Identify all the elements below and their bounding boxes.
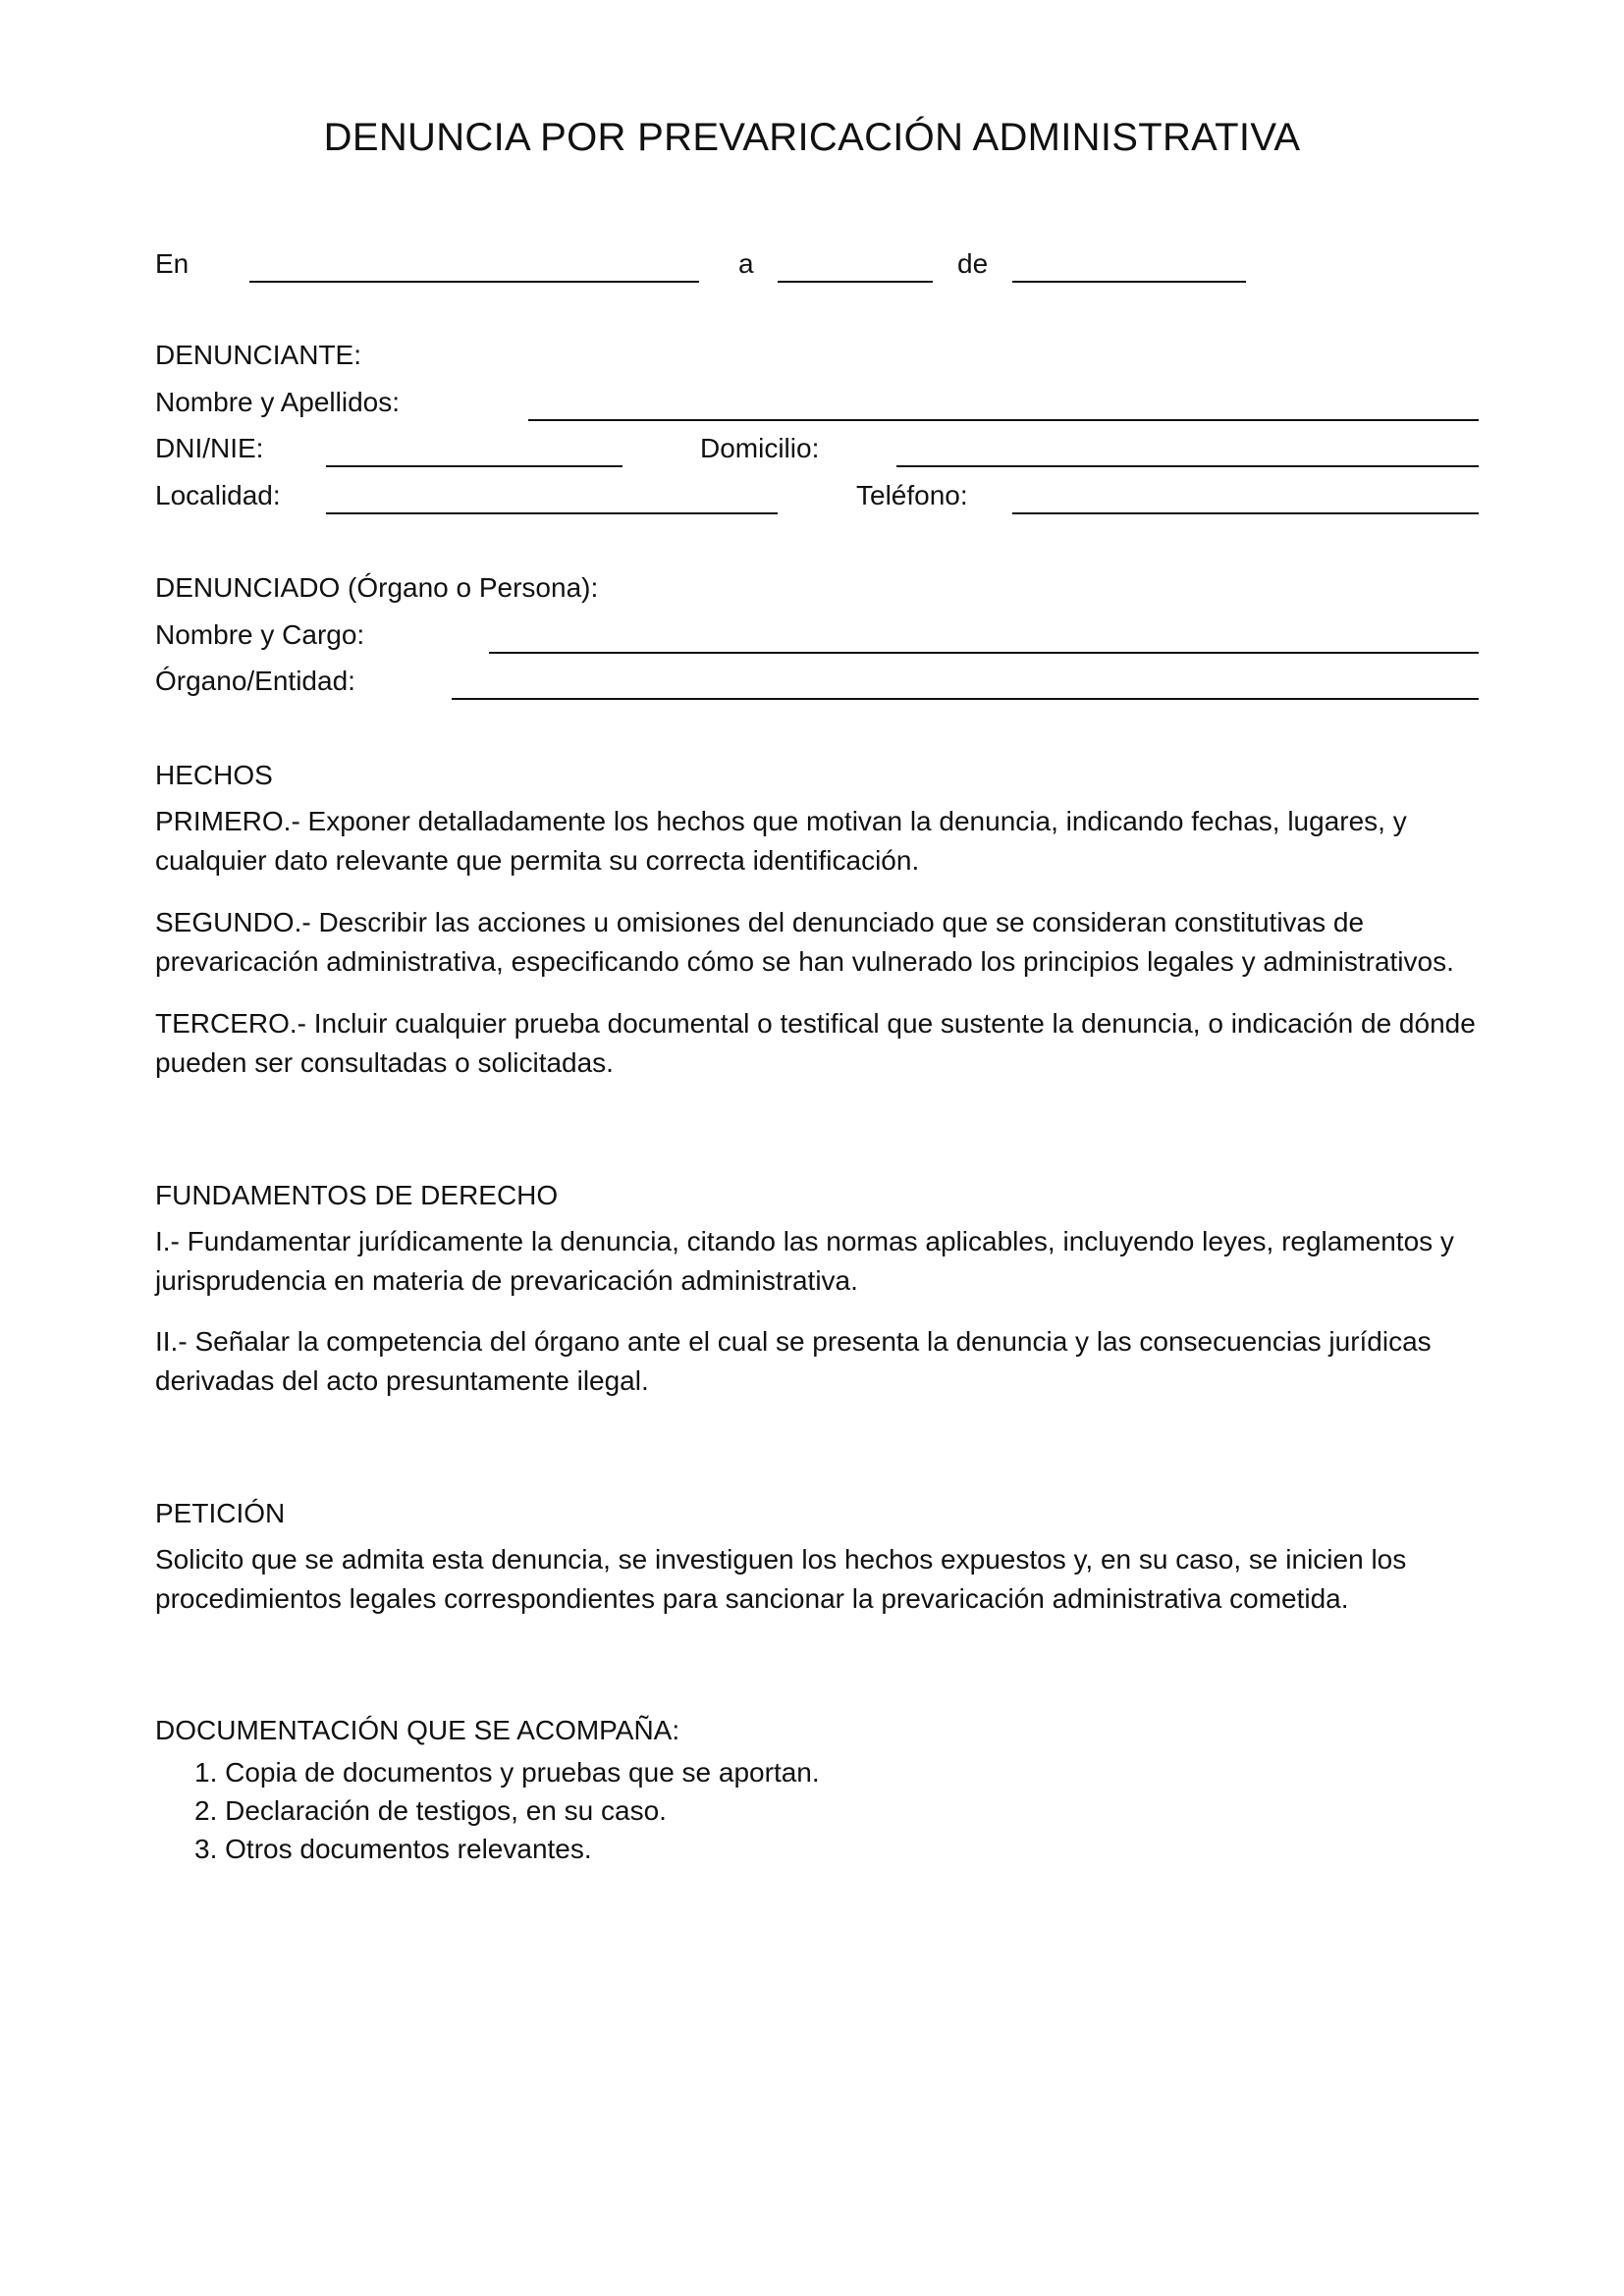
hechos-segundo: SEGUNDO.- Describir las acciones u omisiones del denunciado que se consideran constitutivas de prevaricación administrativa, especificando cómo se han vulnerado los principios legales y administrativos. — [155, 907, 1454, 977]
fundamentos-heading: FUNDAMENTOS DE DERECHO — [155, 1180, 559, 1210]
hechos-primero: PRIMERO.- Exponer detalladamente los hechos que motivan la denuncia, indicando fechas, lugares, y cualquier dato relevante que permita su correcta identificación. — [155, 806, 1407, 876]
dni-field[interactable] — [326, 465, 623, 467]
telefono-label: Teléfono: — [856, 480, 968, 510]
peticion-text: Solicito que se admita esta denuncia, se investiguen los hechos expuestos y, en su caso, se inicien los procedimientos legales correspondientes para sancionar la prevaricación administrativa cometida. — [155, 1544, 1407, 1614]
list-item: 2. Declaración de testigos, en su caso. — [194, 1795, 667, 1826]
de-label: de — [957, 248, 989, 279]
localidad-label: Localidad: — [155, 480, 281, 510]
domicilio-label: Domicilio: — [700, 433, 820, 463]
place-blank-field[interactable] — [249, 281, 699, 283]
nombre-cargo-field[interactable] — [489, 652, 1479, 654]
list-item: 3. Otros documentos relevantes. — [194, 1834, 592, 1864]
hechos-heading: HECHOS — [155, 760, 273, 790]
organo-entidad-label: Órgano/Entidad: — [155, 666, 355, 696]
a-label: a — [738, 248, 754, 279]
list-item: 1. Copia de documentos y pruebas que se aportan. — [194, 1757, 820, 1788]
month-blank-field[interactable] — [1012, 281, 1246, 283]
telefono-field[interactable] — [1012, 512, 1479, 514]
organo-entidad-field[interactable] — [452, 698, 1479, 700]
fundamento-i: I.- Fundamentar jurídicamente la denuncia, citando las normas aplicables, incluyendo leyes, reglamentos y jurisprudencia en materia de prevaricación administrativa. — [155, 1226, 1454, 1296]
denunciante-heading: DENUNCIANTE: — [155, 340, 362, 370]
en-label: En — [155, 248, 189, 279]
nombre-apellidos-field[interactable] — [528, 419, 1479, 421]
nombre-apellidos-label: Nombre y Apellidos: — [155, 387, 401, 417]
documentacion-list — [194, 1753, 820, 1868]
denunciado-heading: DENUNCIADO (Órgano o Persona): — [155, 572, 599, 603]
documentacion-heading: DOCUMENTACIÓN QUE SE ACOMPAÑA: — [155, 1715, 680, 1745]
fundamento-ii: II.- Señalar la competencia del órgano ante el cual se presenta la denuncia y las consecuencias jurídicas derivadas del acto presuntamente ilegal. — [155, 1326, 1432, 1396]
dni-label: DNI/NIE: — [155, 433, 264, 463]
localidad-field[interactable] — [326, 512, 778, 514]
peticion-heading: PETICIÓN — [155, 1498, 286, 1528]
document-title: DENUNCIA POR PREVARICACIÓN ADMINISTRATIVA — [323, 116, 1301, 159]
day-blank-field[interactable] — [778, 281, 933, 283]
nombre-cargo-label: Nombre y Cargo: — [155, 619, 365, 650]
hechos-tercero: TERCERO.- Incluir cualquier prueba documental o testifical que sustente la denuncia, o indicación de dónde pueden ser consultadas o solicitadas. — [155, 1008, 1476, 1078]
domicilio-field[interactable] — [896, 465, 1479, 467]
